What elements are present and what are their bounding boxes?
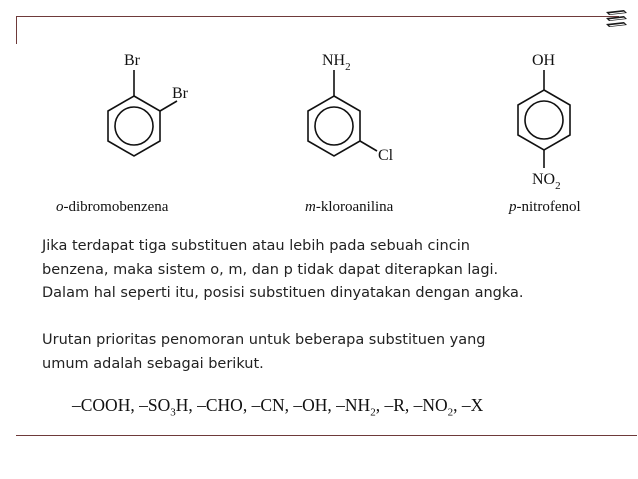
substituent-br-side: Br [172, 85, 188, 102]
substituent-oh: OH [532, 52, 556, 69]
substituent-cl: Cl [378, 147, 394, 164]
priority-item: –X [461, 395, 484, 415]
paragraph-line: benzena, maka sistem o, m, dan p tidak dapat diterapkan lagi. [42, 261, 499, 278]
priority-item: –CHO [197, 395, 243, 415]
priority-separator: , [375, 395, 385, 415]
priority-separator: , [130, 395, 140, 415]
caption-o-dibromobenzena [56, 199, 168, 216]
paragraph-substituent-rule [42, 235, 524, 306]
priority-separator: , [404, 395, 414, 415]
paragraph-line: umum adalah sebagai berikut. [42, 355, 264, 372]
caption-prefix: m [305, 199, 316, 215]
paragraph-line: Jika terdapat tiga substituen atau lebih pada sebuah cincin [42, 238, 470, 254]
paragraph-line: Dalam hal seperti itu, posisi substituen dinyatakan dengan angka. [42, 285, 524, 301]
slide-frame-left [16, 16, 17, 44]
priority-item: –R [384, 395, 405, 415]
caption-m-kloroanilina [305, 199, 393, 216]
caption-rest: -nitrofenol [516, 199, 581, 215]
slide-bottom-rule [16, 435, 637, 436]
priority-item: $-SO_3H$ [139, 395, 189, 419]
paragraph-priority-intro [42, 329, 485, 376]
priority-separator: , [188, 395, 198, 415]
structure-o-dibromobenzena [84, 36, 214, 196]
priority-item: $-NH_2$ [336, 395, 376, 419]
priority-item: $-NO_2$ [413, 395, 454, 419]
priority-list [72, 395, 483, 419]
caption-prefix: o [56, 199, 64, 215]
substituent-nh2: $NH_2$ [322, 52, 351, 73]
substituent-no2: $NO_2$ [532, 171, 561, 192]
structure-m-kloroanilina [284, 36, 414, 196]
priority-separator: , [327, 395, 337, 415]
priority-separator: , [453, 395, 462, 415]
priority-item: –COOH [72, 395, 131, 415]
priority-separator: , [284, 395, 294, 415]
caption-rest: -dibromobenzena [63, 199, 169, 215]
caption-p-nitrofenol [509, 199, 581, 216]
priority-item: –OH [293, 395, 328, 415]
stacked-books-icon [603, 8, 629, 32]
slide-frame-top [16, 16, 619, 17]
caption-rest: -kloroanilina [315, 199, 394, 215]
structure-p-nitrofenol [494, 36, 624, 196]
paragraph-line: Urutan prioritas penomoran untuk beberapa substituen yang [42, 332, 486, 348]
caption-prefix: p [509, 199, 517, 215]
substituent-br-top: Br [124, 52, 140, 69]
priority-separator: , [242, 395, 252, 415]
priority-item: –CN [251, 395, 285, 415]
